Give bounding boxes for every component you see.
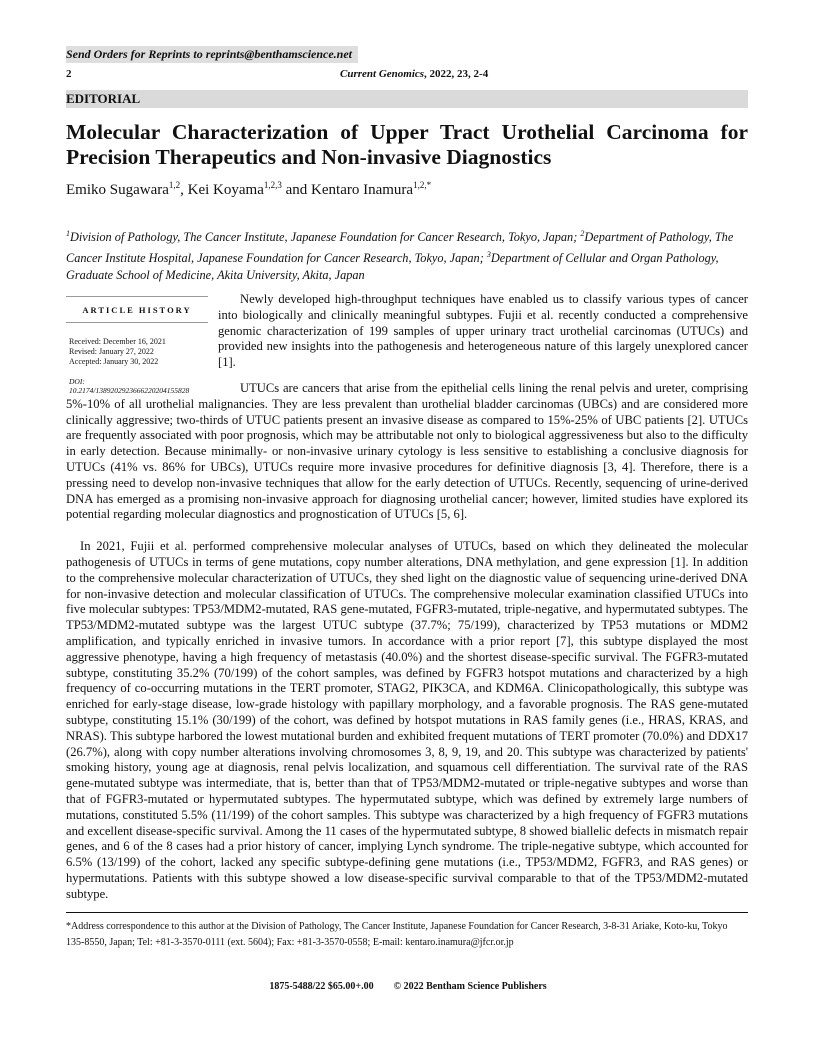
journal-name: Current Genomics xyxy=(340,68,425,80)
affiliation-number: 3 xyxy=(486,250,491,260)
accepted-date: Accepted: January 30, 2022 xyxy=(69,357,159,366)
doi-label: DOI: xyxy=(69,377,85,386)
author-name: Kei Koyama xyxy=(187,182,264,198)
page-number: 2 xyxy=(66,68,72,80)
footnote-divider xyxy=(66,912,748,913)
author-separator: and xyxy=(281,182,312,198)
article-history xyxy=(66,292,208,396)
page-footer xyxy=(0,981,816,992)
paragraph: Newly developed high-throughput techniques have enabled us to classify various types of cancer into biologically and clinically meaningful subtypes. Fujii et al. recently conducted a comprehensive genomic characterization of 199 samples of upper urinary tract urothelial carcinomas (UTUCs) and provided new insights into the pathogenesis and heterogeneous nature of this largely unexplored cancer [1]. xyxy=(218,292,748,370)
article-title: Molecular Characterization of Upper Tract Urothelial Carcinoma for Precision Therapeutics and Non-invasive Diagnostics xyxy=(66,120,748,169)
reprint-notice: Send Orders for Reprints to reprints@benthamscience.net xyxy=(66,46,358,63)
correspondence-footnote: *Address correspondence to this author at the Division of Pathology, The Cancer Institute, Japanese Foundation for Cancer Research, 3-8-31 Ariake, Koto-ku, Tokyo 135-8550, Japan; Tel: +81-3-3570-0111 (ext. 5604); Fax: +81-3-3570-0558; E-mail: kentaro.inamura@jfcr.or.jp xyxy=(66,921,728,948)
paragraph: In 2021, Fujii et al. performed comprehensive molecular analyses of UTUCs, based on which they delineated the molecular pathogenesis of UTUCs in terms of gene mutations, copy number alterations, DNA methylation, and gene expression [1]. In addition to the comprehensive molecular characterization of UTUCs, they shed light on the diagnostic value of sequencing urine-derived DNA for non-invasive detection and molecular classification of UTUCs. The comprehensive molecular examination classified UTUCs into five molecular subtypes: TP53/MDM2-mutated, RAS gene-mutated, FGFR3-mutated, triple-negative, and hypermutated subtypes. The TP53/MDM2-mutated subtype was the largest UTUC subtype (37.7%; 75/199), characterized by TP53 mutations or MDM2 amplification, and typically enriched in invasive tumors. In accordance with a prior report [7], this subtype displayed the most aggressive phenotype, having a high frequency of metastasis (40.0%) and the shortest disease-specific survival. The FGFR3-mutated subtype, constituting 35.2% (70/199) of the cohort samples, was defined by FGFR3 hotspot mutations and characterized by a high frequency of co-occurring mutations in the TERT promoter, STAG2, PIK3CA, and KDM6A. Clinicopathologically, this subtype was enriched for early-stage disease, low-grade histology with papillary morphology, and a favorable prognosis. The RAS gene-mutated subtype, constituting 15.1% (30/199) of the cohort, was defined by hotspot mutations in RAS family genes (i.e., HRAS, KRAS, and NRAS). This subtype harbored the lowest mutational burden and exhibited frequent mutations of TERT promoter (70.0%) and DDX17 (26.7%), along with copy number alterations involving chromosomes 3, 8, 9, 19, and 20. This subtype was characterized by patients' smoking history, young age at diagnosis, renal pelvis localization, and squamous cell differentiation. The survival rate of the RAS gene-mutated subtype was intermediate, that is, better than that of TP53/MDM2-mutated or triple-negative subtypes and worse than that of FGFR3-mutated or hypermutated subtypes. The hypermutated subtype, which was defined by extremely large numbers of mutations, constituted 5.5% (11/199) of the cohort samples. This subtype was characterized by a high frequency of FGFR3 mutations and excellent disease-specific survival. Among the 11 cases of the hypermutated subtype, 8 showed biallelic defects in mismatch repair genes, and 6 of the 8 cases had a prior history of cancer, implying Lynch syndrome. The triple-negative subtype, which accounted for 6.5% (13/199) of the cohort, lacked any specific subtype-defining gene mutations (i.e., TP53/MDM2, FGFR3, and RAS genes) or hypermutations. Patients with this subtype showed a low disease-specific survival comparable to that of the TP53/MDM2-mutated subtype. xyxy=(66,539,748,901)
author-affiliation: 1,2,3 xyxy=(263,180,282,190)
affiliation-number: 2 xyxy=(580,229,585,238)
section-label: EDITORIAL xyxy=(66,90,748,108)
author-list xyxy=(66,180,431,199)
author-name: Kentaro Inamura xyxy=(311,182,414,198)
affiliations xyxy=(66,225,756,284)
author-separator: , xyxy=(180,182,188,198)
paragraph: UTUCs are cancers that arise from the epithelial cells lining the renal pelvis and ureter, comprising 5%-10% of all urothelial malignancies. They are less prevalent than urothelial bladder carcinomas (UBCs) and are considered more clinically aggressive; two-thirds of UTUC patients present an invasive disease as compared to 15%-25% of UBC patients [2]. UTUCs are frequently associated with poor prognosis, which may be attributable not only to biological aggressiveness but also to the difficulty in early detection. Because minimally- or non-invasive urinary cytology is less sensitive to establishing a conclusive diagnosis for UTUCs (41% vs. 86% for UBCs), UTUCs require more invasive procedures for definitive diagnosis [3, 4]. Therefore, there is a pressing need to develop non-invasive techniques that allow for the early detection of UTUCs. Recently, sequencing of urine-derived DNA has emerged as a promising non-invasive approach for diagnosing urothelial cancer; however, limited studies have explored its potential regarding molecular diagnostics and prognostication of UTUCs [5, 6]. xyxy=(66,380,748,522)
article-history-heading: ARTICLE HISTORY xyxy=(66,297,208,323)
affiliation: Department of Pathology, The Cancer Institute Hospital, Japanese Foundation for Cancer Research, Tokyo, Japan; xyxy=(66,230,734,266)
journal-citation xyxy=(340,68,488,80)
issn-price: 1875-5488/22 $65.00+.00 xyxy=(269,981,374,992)
affiliation-number: 1 xyxy=(66,229,70,238)
journal-volume: , 2022, 23, 2-4 xyxy=(424,68,489,80)
author-name: Emiko Sugawara xyxy=(66,182,169,198)
revised-date: Revised: January 27, 2022 xyxy=(69,347,154,356)
affiliation: Department of Cellular and Organ Pathology, Graduate School of Medicine, Akita University, Akita, Japan xyxy=(66,251,719,283)
article-body xyxy=(66,292,748,902)
author-affiliation: 1,2 xyxy=(168,180,181,190)
copyright: © 2022 Bentham Science Publishers xyxy=(393,981,547,992)
author-affiliation: 1,2,* xyxy=(413,180,432,190)
affiliation: Division of Pathology, The Cancer Institute, Japanese Foundation for Cancer Research, Tokyo, Japan; xyxy=(70,230,581,245)
doi-link[interactable]: 10.2174/1389202923666220204155828 xyxy=(69,386,190,395)
received-date: Received: December 16, 2021 xyxy=(69,337,166,346)
